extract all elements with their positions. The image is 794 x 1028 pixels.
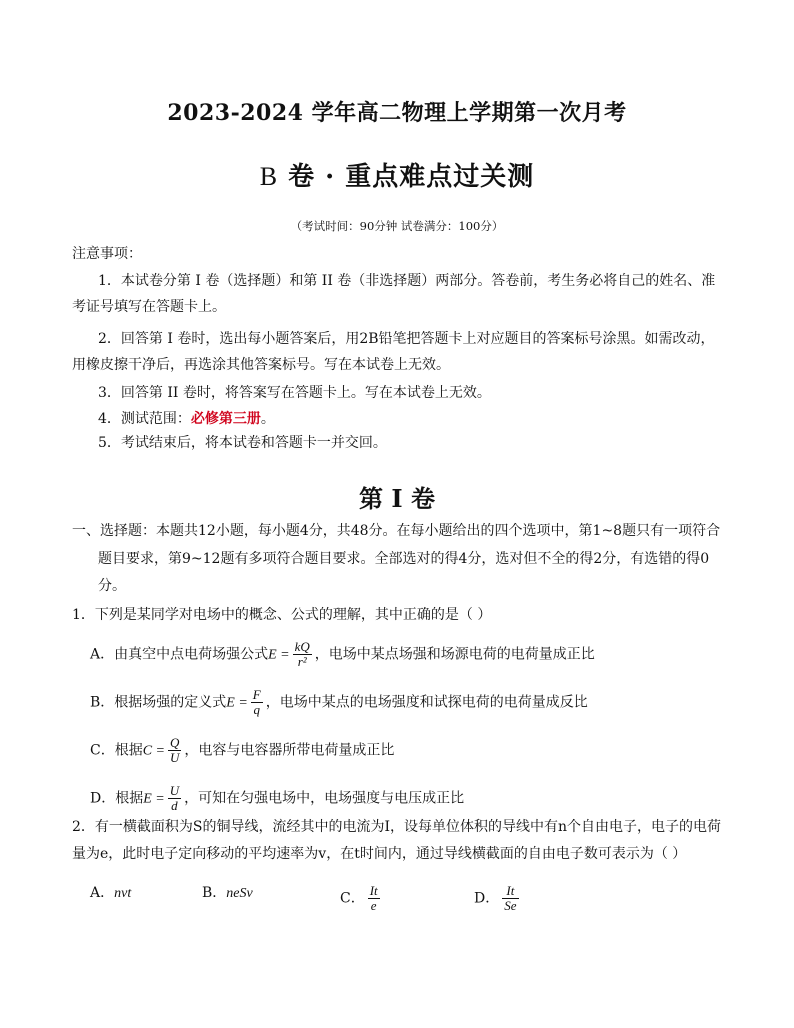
q2-option-a-value: nvt — [114, 886, 132, 901]
option-d-fraction — [168, 784, 181, 813]
option-d-denominator: d — [171, 798, 178, 813]
notice-item-4 — [98, 410, 275, 428]
subtitle-letter: B — [259, 162, 279, 191]
notice-item-4-prefix: 4．测试范围： — [98, 411, 191, 427]
question-2-stem: 2．有一横截面积为S的铜导线，流经其中的电流为I，设每单位体积的导线中有n个自由电子，电子的电荷 — [72, 819, 722, 835]
exam-meta: （考试时间：90分钟 试卷满分：100分） — [290, 219, 504, 233]
option-c-denominator: U — [170, 750, 180, 765]
question-2-option-a — [90, 884, 131, 903]
question-1-option-b — [90, 688, 588, 717]
option-d-prefix: D．根据 — [90, 790, 144, 807]
option-a-denominator: r² — [297, 654, 307, 669]
option-d-lhs: E = — [143, 791, 165, 807]
question-2-option-b — [202, 884, 253, 903]
q2-option-c-label: C． — [340, 890, 365, 907]
q2-option-b-value: neSv — [226, 886, 253, 901]
question-2-option-c — [340, 884, 383, 913]
option-c-prefix: C．根据 — [90, 742, 143, 759]
option-a-prefix: A．由真空中点电荷场强公式 — [90, 646, 269, 663]
notice-item-4-suffix: 。 — [260, 411, 275, 427]
exam-subtitle — [0, 156, 794, 193]
subtitle-text: 卷 · 重点难点过关测 — [278, 162, 535, 192]
q2-option-b-label: B． — [202, 885, 227, 901]
notice-item-2: 2．回答第 I 卷时，选出每小题答案后，用2B铅笔把答题卡上对应题目的答案标号涂黑。如需改动， — [98, 331, 715, 347]
option-a-numerator: kQ — [294, 639, 310, 654]
q2-option-a-label: A． — [90, 885, 115, 901]
question-1-option-d — [90, 784, 464, 813]
option-a-text: ，电场中某点场强和场源电荷的电荷量成正比 — [314, 646, 595, 663]
notice-item-5: 5．考试结束后，将本试卷和答题卡一并交回。 — [98, 435, 387, 451]
option-a-lhs: E = — [268, 647, 290, 663]
option-c-fraction — [168, 736, 181, 765]
option-b-fraction — [251, 688, 263, 717]
q2-option-c-numerator: It — [369, 883, 378, 898]
exam-title: 2023-2024 学年高二物理上学期第一次月考 — [167, 100, 627, 126]
option-c-text: ，电容与电容器所带电荷量成正比 — [184, 742, 395, 759]
option-a-fraction — [293, 640, 312, 669]
q2-option-c-denominator: e — [370, 898, 377, 913]
q2-option-d-label: D． — [474, 890, 500, 907]
question-1-stem: 1．下列是某同学对电场中的概念、公式的理解，其中正确的是（ ） — [72, 607, 492, 623]
section-instructions-end: 分。 — [98, 578, 126, 594]
q2-option-d-fraction — [502, 884, 518, 913]
option-b-numerator: F — [252, 687, 261, 702]
question-1-option-c — [90, 736, 394, 765]
notice-item-1-cont: 考证号填写在答题卡上。 — [72, 299, 226, 315]
option-d-numerator: U — [169, 783, 180, 798]
q2-option-c-fraction — [368, 884, 380, 913]
notice-item-1: 1．本试卷分第 I 卷（选择题）和第 II 卷（非选择题）两部分。答卷前，考生务必将自己的姓名、准 — [98, 273, 716, 289]
option-b-denominator: q — [253, 702, 261, 717]
question-1-option-a — [90, 640, 595, 669]
section-instructions: 一、选择题：本题共12小题，每小题4分，共48分。在每小题给出的四个选项中，第1~8题只有一项符合 — [72, 523, 721, 539]
section-instructions-cont: 题目要求，第9~12题有多项符合题目要求。全部选对的得4分，选对但不全的得2分，有选错的得0 — [98, 551, 710, 567]
q2-option-d-denominator: Se — [504, 898, 517, 913]
option-c-lhs: C = — [142, 743, 166, 759]
option-d-text: ，可知在匀强电场中，电场强度与电压成正比 — [184, 790, 465, 807]
question-2-stem-cont: 量为e，此时电子定向移动的平均速率为v，在t时间内，通过导线横截面的自由电子数可表示为（ ） — [72, 846, 687, 862]
option-b-text: ，电场中某点的电场强度和试探电荷的电荷量成反比 — [265, 694, 588, 711]
notice-item-3: 3．回答第 II 卷时，将答案写在答题卡上。写在本试卷上无效。 — [98, 385, 491, 401]
q2-option-d-numerator: It — [502, 884, 518, 899]
option-b-lhs: E = — [226, 695, 248, 711]
test-scope: 必修第三册 — [190, 411, 261, 427]
volume-title: 第 I 卷 — [359, 484, 435, 513]
option-b-prefix: B．根据场强的定义式 — [90, 694, 227, 711]
option-c-numerator: Q — [170, 735, 180, 750]
notice-item-2-cont: 用橡皮擦干净后，再选涂其他答案标号。写在本试卷上无效。 — [72, 357, 450, 373]
question-2-option-d — [474, 884, 522, 913]
notice-heading: 注意事项： — [72, 246, 142, 262]
